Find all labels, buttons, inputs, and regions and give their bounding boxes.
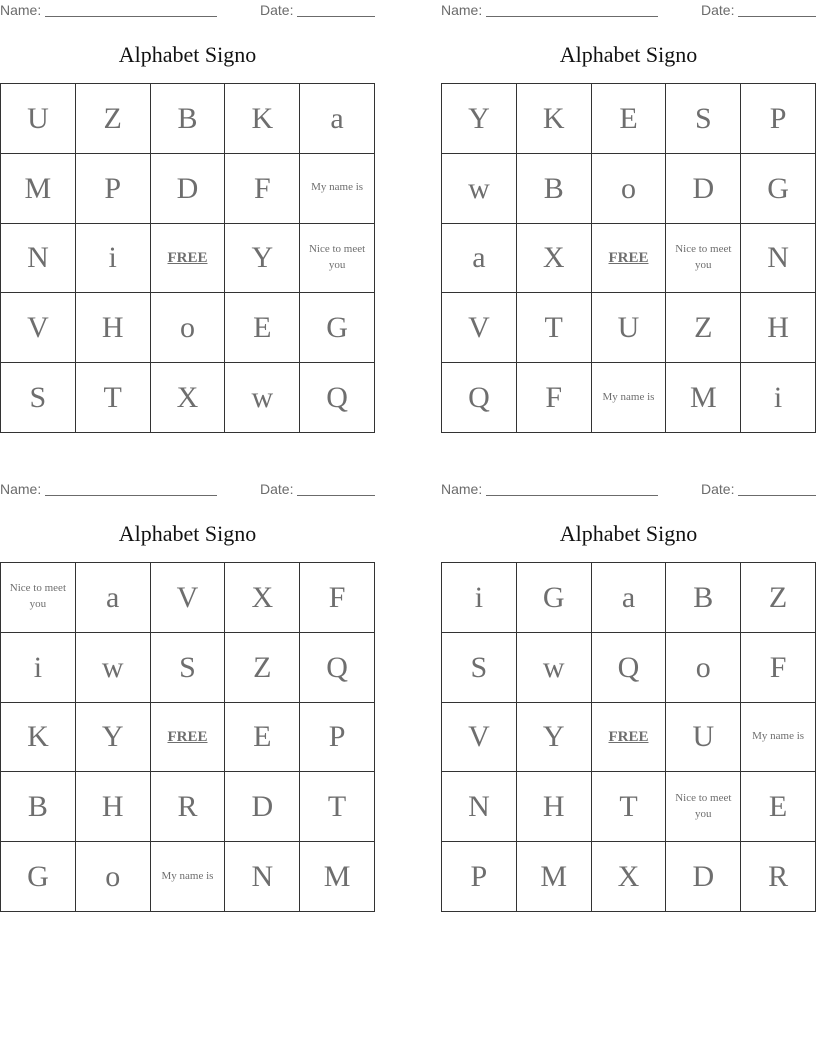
bingo-cell: Y — [76, 703, 151, 773]
bingo-cell: w — [442, 154, 517, 224]
card-header — [0, 479, 375, 501]
bingo-cell: F — [300, 563, 375, 633]
bingo-cell: E — [741, 772, 816, 842]
bingo-cell: o — [76, 842, 151, 912]
card-title: Alphabet Signo — [559, 521, 698, 546]
bingo-cell: V — [1, 293, 76, 363]
bingo-card-2 — [441, 0, 816, 415]
free-space-cell: FREE — [151, 224, 226, 294]
bingo-cell: Z — [225, 633, 300, 703]
free-space-cell: FREE — [592, 703, 667, 773]
bingo-cell: T — [300, 772, 375, 842]
bingo-cell: Q — [300, 633, 375, 703]
bingo-cell: P — [300, 703, 375, 773]
name-line — [45, 495, 217, 496]
bingo-cell: Q — [592, 633, 667, 703]
bingo-cell: Nice to meet you — [1, 563, 76, 633]
free-space-cell: FREE — [151, 703, 226, 773]
bingo-cell: a — [76, 563, 151, 633]
bingo-cell: K — [517, 84, 592, 154]
bingo-cell: Nice to meet you — [666, 772, 741, 842]
bingo-cell: My name is — [151, 842, 226, 912]
bingo-cell: H — [517, 772, 592, 842]
date-line — [297, 16, 375, 17]
bingo-cell: Y — [225, 224, 300, 294]
bingo-cell: M — [300, 842, 375, 912]
bingo-cell: D — [666, 842, 741, 912]
bingo-grid — [441, 562, 816, 912]
bingo-cell: w — [225, 363, 300, 433]
card-title: Alphabet Signo — [559, 42, 698, 67]
name-line — [486, 495, 658, 496]
bingo-cell: My name is — [592, 363, 667, 433]
bingo-cell: a — [300, 84, 375, 154]
bingo-cell: G — [741, 154, 816, 224]
bingo-cell: i — [76, 224, 151, 294]
bingo-cell: D — [225, 772, 300, 842]
bingo-card-3 — [0, 479, 375, 894]
bingo-cell: V — [151, 563, 226, 633]
bingo-cell: T — [517, 293, 592, 363]
bingo-cell: Z — [76, 84, 151, 154]
bingo-cell: X — [225, 563, 300, 633]
card-title: Alphabet Signo — [118, 521, 257, 546]
bingo-cell: M — [666, 363, 741, 433]
bingo-card-1 — [0, 0, 375, 415]
bingo-cell: E — [592, 84, 667, 154]
bingo-cell: V — [442, 293, 517, 363]
bingo-cell: F — [517, 363, 592, 433]
date-line — [297, 495, 375, 496]
date-line — [738, 495, 816, 496]
card-title: Alphabet Signo — [118, 42, 257, 67]
bingo-grid — [0, 562, 375, 912]
bingo-cell: Y — [517, 703, 592, 773]
bingo-card-4 — [441, 479, 816, 894]
bingo-cell: My name is — [300, 154, 375, 224]
bingo-cell: M — [517, 842, 592, 912]
bingo-cell: Q — [300, 363, 375, 433]
bingo-cell: S — [1, 363, 76, 433]
bingo-cell: U — [1, 84, 76, 154]
date-label: Date: — [260, 481, 294, 497]
bingo-cell: G — [300, 293, 375, 363]
bingo-cell: S — [666, 84, 741, 154]
bingo-cell: Q — [442, 363, 517, 433]
bingo-cell: Nice to meet you — [300, 224, 375, 294]
free-space-cell: FREE — [592, 224, 667, 294]
name-label: Name: — [0, 2, 42, 18]
bingo-cell: U — [592, 293, 667, 363]
name-label: Name: — [441, 481, 483, 497]
bingo-cell: w — [517, 633, 592, 703]
bingo-cell: G — [517, 563, 592, 633]
bingo-cell: H — [741, 293, 816, 363]
bingo-cell: V — [442, 703, 517, 773]
bingo-cell: Nice to meet you — [666, 224, 741, 294]
bingo-cell: a — [442, 224, 517, 294]
bingo-cell: w — [76, 633, 151, 703]
bingo-cell: i — [442, 563, 517, 633]
bingo-cell: a — [592, 563, 667, 633]
bingo-cell: o — [151, 293, 226, 363]
bingo-cell: H — [76, 293, 151, 363]
bingo-cell: K — [225, 84, 300, 154]
bingo-cell: i — [741, 363, 816, 433]
bingo-cell: o — [666, 633, 741, 703]
card-header — [441, 479, 816, 501]
bingo-cell: F — [741, 633, 816, 703]
bingo-cell: M — [1, 154, 76, 224]
bingo-cell: N — [442, 772, 517, 842]
date-label: Date: — [701, 2, 735, 18]
bingo-cell: N — [225, 842, 300, 912]
bingo-cell: H — [76, 772, 151, 842]
bingo-cell: B — [1, 772, 76, 842]
bingo-cell: X — [592, 842, 667, 912]
name-line — [486, 16, 658, 17]
bingo-cell: P — [76, 154, 151, 224]
bingo-cell: U — [666, 703, 741, 773]
bingo-cell: X — [517, 224, 592, 294]
name-line — [45, 16, 217, 17]
card-header — [441, 0, 816, 22]
bingo-cell: K — [1, 703, 76, 773]
bingo-cell: F — [225, 154, 300, 224]
bingo-cell: i — [1, 633, 76, 703]
bingo-cell: B — [517, 154, 592, 224]
bingo-cell: E — [225, 293, 300, 363]
bingo-cell: X — [151, 363, 226, 433]
bingo-cell: S — [151, 633, 226, 703]
bingo-cell: D — [666, 154, 741, 224]
card-header — [0, 0, 375, 22]
bingo-cell: P — [741, 84, 816, 154]
name-label: Name: — [0, 481, 42, 497]
bingo-cell: B — [151, 84, 226, 154]
bingo-cell: N — [741, 224, 816, 294]
bingo-cell: P — [442, 842, 517, 912]
name-label: Name: — [441, 2, 483, 18]
bingo-grid — [0, 83, 375, 433]
bingo-cell: Z — [666, 293, 741, 363]
date-label: Date: — [701, 481, 735, 497]
bingo-cell: G — [1, 842, 76, 912]
bingo-cell: My name is — [741, 703, 816, 773]
bingo-cell: D — [151, 154, 226, 224]
bingo-cell: R — [151, 772, 226, 842]
bingo-cell: R — [741, 842, 816, 912]
bingo-cell: Z — [741, 563, 816, 633]
bingo-cell: T — [592, 772, 667, 842]
bingo-cell: o — [592, 154, 667, 224]
date-line — [738, 16, 816, 17]
bingo-cell: B — [666, 563, 741, 633]
bingo-cell: Y — [442, 84, 517, 154]
bingo-cell: E — [225, 703, 300, 773]
bingo-cell: T — [76, 363, 151, 433]
date-label: Date: — [260, 2, 294, 18]
bingo-grid — [441, 83, 816, 433]
bingo-cell: S — [442, 633, 517, 703]
bingo-cell: N — [1, 224, 76, 294]
